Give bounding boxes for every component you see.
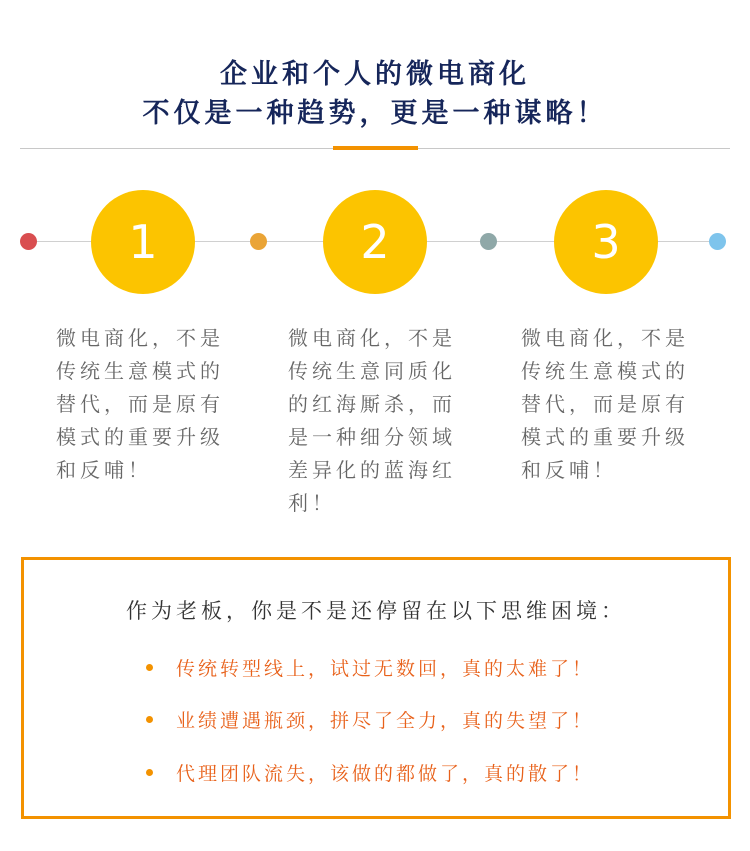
step-number-2: 2: [323, 190, 427, 294]
dilemma-item-text: 传统转型线上，试过无数回，真的太难了！: [176, 657, 595, 680]
page-title-line-2: 不仅是一种趋势，更是一种谋略！: [142, 98, 608, 129]
dilemma-title: 作为老板，你是不是还停留在以下思维困境：: [126, 599, 626, 623]
timeline-dot-red: [20, 233, 37, 250]
step-1-description: 微电商化，不是传统生意模式的替代，而是原有模式的重要升级和反哺！: [56, 326, 224, 482]
dilemma-item-text: 业绩遭遇瓶颈，拼尽了全力，真的失望了！: [176, 709, 595, 732]
timeline-dot-blue: [709, 233, 726, 250]
dilemma-item: [146, 704, 594, 734]
dilemma-item-text: 代理团队流失，该做的都做了，真的散了！: [176, 762, 595, 785]
bullet-icon: [146, 664, 153, 671]
page-title-line-1: 企业和个人的微电商化: [220, 59, 530, 90]
bullet-icon: [146, 716, 153, 723]
header-divider-accent: [333, 146, 418, 150]
step-number-1: 1: [91, 190, 195, 294]
step-3-description: 微电商化，不是传统生意模式的替代，而是原有模式的重要升级和反哺！: [521, 326, 689, 482]
step-2-description: 微电商化，不是传统生意同质化的红海厮杀，而是一种细分领域差异化的蓝海红利！: [288, 326, 456, 515]
step-number-3: 3: [554, 190, 658, 294]
dilemma-box: [21, 557, 731, 819]
bullet-icon: [146, 769, 153, 776]
dilemma-item: [146, 652, 594, 682]
dilemma-item: [146, 757, 594, 787]
timeline-dot-orange: [250, 233, 267, 250]
timeline-dot-gray: [480, 233, 497, 250]
